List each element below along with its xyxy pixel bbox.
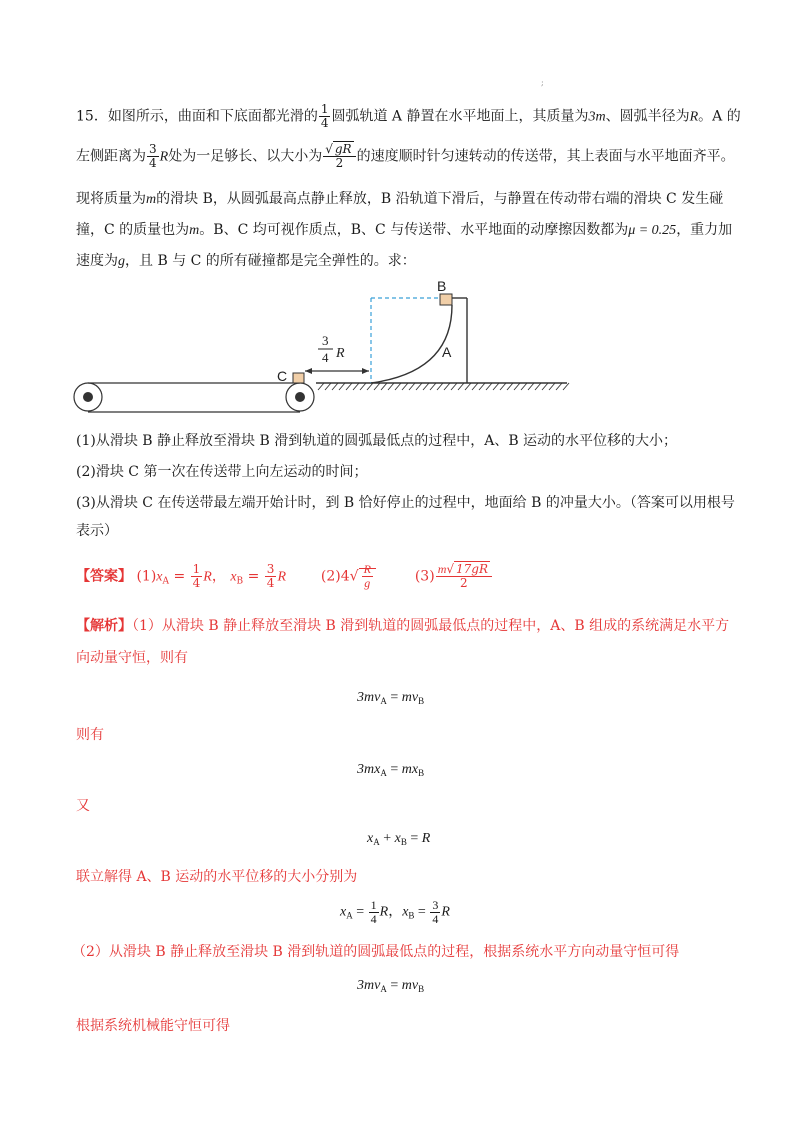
analysis-line-3: 则有 (76, 727, 104, 743)
dist-denominator: 4 (322, 350, 329, 365)
analysis-line-1: 【解析】（1）从滑块 B 静止释放至滑块 B 滑到轨道的圆弧最低点的过程中，A、B 组成的系统满足水平方 (76, 618, 730, 634)
analysis-line-6: （2）从滑块 B 静止释放至滑块 B 滑到轨道的圆弧最低点的过程，根据系统水平方向动量守恒可得 (72, 944, 680, 960)
question-3-cont: 表示） (76, 523, 118, 539)
problem-line-5: 速度为g，且 B 与 C 的所有碰撞都是完全弹性的。求： (76, 253, 416, 269)
label-C: C (277, 368, 288, 384)
analysis-line-4: 又 (76, 798, 90, 814)
answer-line: 【答案】 $(1)x_A$ = $\frac{1}{4}$ R， $x_B$ = $\frac{3}{4}$ R (2)4√ $\frac{R}{g}$ (3) $\frac{m√ 17gR}{2}$ (76, 563, 493, 590)
equation-1: $3mv_A = mv_B$ (357, 690, 425, 706)
answer-label: 【答案】 (76, 568, 132, 585)
equation-4: $x_A$ = $\frac{1}{4}$ R，$x_B$ = $\frac{3}{4}$ R (340, 898, 450, 926)
equation-2: $3mx_A = mx_B$ (357, 762, 425, 778)
analysis-line-5: 联立解得 A、B 运动的水平位移的大小分别为 (76, 869, 358, 885)
problem-line-3: 现将质量为m的滑块 B，从圆弧最高点静止释放，B 沿轨道下滑后，与静置在传动带右端的滑块 C 发生碰 (76, 191, 724, 207)
distance-arrow (305, 368, 369, 374)
analysis-line-2: 向动量守恒，则有 (76, 650, 188, 666)
page-mark: ; (541, 78, 544, 87)
arc-track-A (371, 298, 467, 383)
problem-line-1: 15．如图所示，曲面和下底面都光滑的 $\frac{1}{4}$ 圆弧轨道 A 静置在水平地面上，其质量为3m、圆弧半径为R。A 的 (76, 102, 741, 130)
ground (316, 383, 569, 390)
dist-numerator: 3 (322, 333, 329, 348)
block-C (293, 373, 304, 383)
physics-figure (0, 0, 800, 430)
question-3: (3)从滑块 C 在传送带最左端开始计时，到 B 恰好停止的过程中，地面给 B 的冲量大小。（答案可以用根号 (76, 495, 735, 511)
question-2: (2)滑块 C 第一次在传送带上向左运动的时间； (76, 464, 368, 480)
label-A: A (442, 344, 452, 360)
label-B: B (437, 278, 447, 294)
dist-R: R (336, 346, 345, 361)
dashed-guide (371, 298, 442, 383)
problem-line-2: 左侧距离为 $\frac{3}{4}$ R处为一足够长、以大小为 $\frac{√ gR}{2}$ 的速度顺时针匀速转动的传送带，其上表面与水平地面齐平。 (76, 142, 735, 170)
equation-3: $x_A + x_B = R$ (367, 831, 431, 847)
analysis-label: 【解析】 (76, 618, 132, 634)
equation-5: $3mv_A = mv_B$ (357, 978, 425, 994)
question-1: (1)从滑块 B 静止释放至滑块 B 滑到轨道的圆弧最低点的过程中，A、B 运动的水平位移的大小； (76, 433, 678, 449)
block-B (440, 294, 452, 305)
conveyor-belt (74, 383, 314, 412)
problem-line-4: 撞，C 的质量也为m。B、C 均可视作质点，B、C 与传送带、水平地面的动摩擦因数都为μ = 0.25，重力加 (76, 222, 733, 238)
analysis-line-7: 根据系统机械能守恒可得 (76, 1018, 230, 1034)
